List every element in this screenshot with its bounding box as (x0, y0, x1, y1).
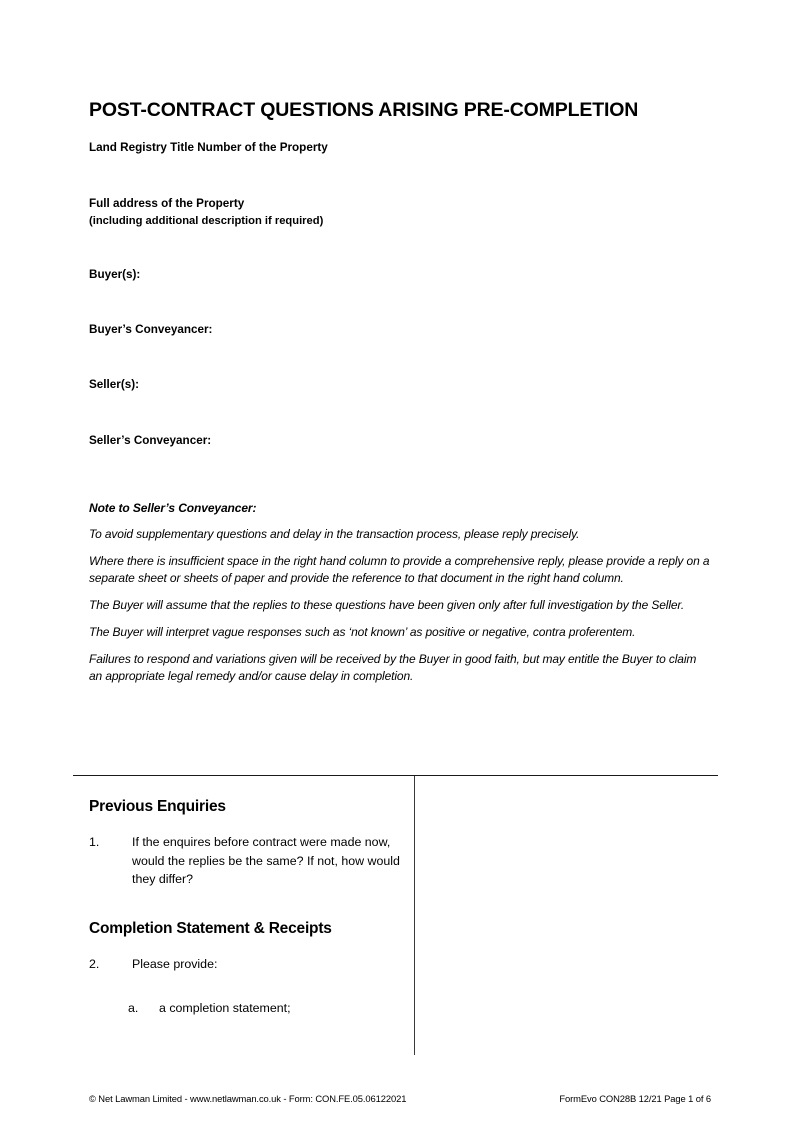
field-label-sellers-conveyancer: Seller’s Conveyancer: (89, 434, 212, 447)
question-number: 2. (89, 956, 100, 971)
field-label-sellers: Seller(s): (89, 378, 140, 391)
footer-form-reference: FormEvo CON28B 12/21 Page 1 of 6 (559, 1093, 711, 1104)
question-subitem-text: a completion statement; (159, 1001, 291, 1016)
note-heading: Note to Seller’s Conveyancer: (89, 501, 257, 515)
field-label-title-number: Land Registry Title Number of the Property (89, 141, 328, 154)
field-label-property-address (89, 195, 323, 229)
questions-column (73, 776, 414, 1018)
question-row (89, 833, 414, 889)
field-label-buyers-conveyancer: Buyer’s Conveyancer: (89, 323, 213, 336)
note-paragraph: Failures to respond and variations given will be received by the Buyer in good faith, but may entitle the Buyer to claim an appropriate legal remedy and/or cause delay in completion. (89, 652, 697, 684)
question-row (89, 955, 414, 974)
field-label-buyers: Buyer(s): (89, 268, 141, 281)
question-text: Please provide: (132, 956, 218, 971)
field-label-property-address-main: Full address of the Property (89, 197, 245, 210)
page-title: POST-CONTRACT QUESTIONS ARISING PRE-COMPLETION (89, 99, 639, 122)
field-label-property-address-sub: (including additional description if required) (89, 214, 324, 227)
table-column-divider (414, 776, 415, 1055)
note-paragraph: To avoid supplementary questions and delay in the transaction process, please reply precisely. (89, 527, 580, 541)
question-subitem-number: a. (128, 1001, 139, 1016)
footer-copyright: © Net Lawman Limited - www.netlawman.co.uk - Form: CON.FE.05.06122021 (89, 1093, 407, 1104)
note-paragraph: Where there is insufficient space in the right hand column to provide a comprehensive reply, please provide a reply on a separate sheet or sheets of paper and provide the reference to that document in the right hand column. (89, 554, 710, 586)
section-heading-previous-enquiries: Previous Enquiries (89, 798, 226, 815)
question-text: If the enquires before contract were made now, would the replies be the same? If not, how would they differ? (132, 835, 400, 887)
questions-table (73, 775, 718, 1016)
note-to-sellers-conveyancer (89, 501, 711, 685)
question-subitem-row (89, 999, 414, 1018)
section-heading-completion-statement-receipts: Completion Statement & Receipts (89, 919, 332, 937)
note-paragraph: The Buyer will assume that the replies to these questions have been given only after full investigation by the Seller. (89, 598, 685, 613)
note-paragraph: The Buyer will interpret vague responses such as ‘not known’ as positive or negative, contra proferentem. (89, 625, 636, 640)
question-number: 1. (89, 835, 100, 849)
